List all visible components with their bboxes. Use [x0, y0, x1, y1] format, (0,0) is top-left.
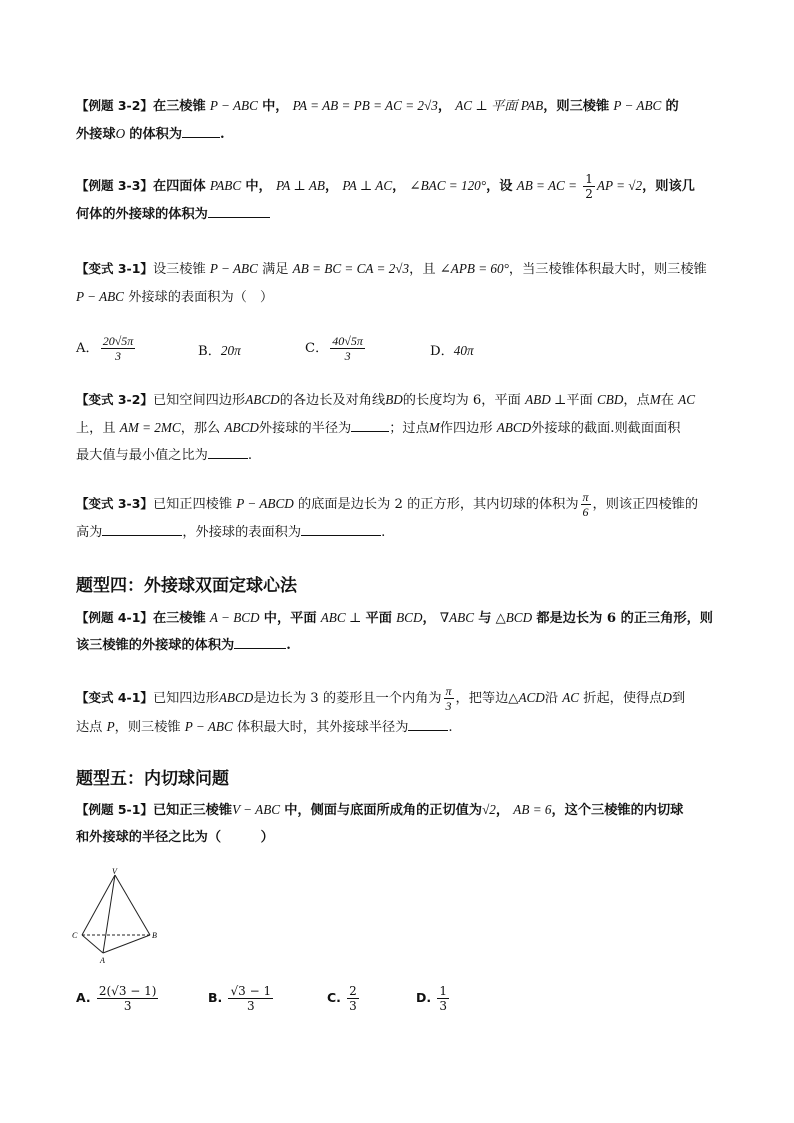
section-heading-5: 题型五：内切球问题 [76, 769, 229, 789]
math: P − ABC [209, 261, 258, 276]
option-c[interactable]: C． $\frac{40√5\pi}{3}$ [305, 334, 363, 363]
math: △ACD [508, 690, 545, 705]
text: 平面 [566, 393, 593, 408]
example-tag: 【例题 4-1】 [76, 610, 153, 625]
text: 已知空间四边形 [152, 393, 246, 408]
text: ，则该几 [642, 179, 695, 194]
math: AB = BC = CA = 2√3 [292, 261, 410, 276]
text: 已知正四棱锥 [152, 497, 233, 512]
text: 外接球的半径为 [258, 421, 352, 436]
text: 中，侧面与底面所成角的正切值为 [284, 803, 483, 818]
math: ABCD [224, 420, 259, 435]
example-tag: 【例题 3-3】 [76, 178, 153, 193]
text: 的 [665, 99, 679, 114]
text: ， [437, 99, 452, 114]
text: 沿 [544, 691, 559, 706]
text: ，则三棱锥 [114, 720, 181, 735]
answer-blank[interactable] [408, 716, 448, 731]
math: A − BCD [209, 610, 260, 625]
fraction: $\frac{√3 - 1}{3}$ [230, 984, 272, 1013]
fraction: $\frac{\pi}{3}$ [445, 684, 452, 713]
math: PABC [209, 178, 242, 193]
math: PA ⊥ AC [342, 178, 393, 193]
math: √2 [482, 802, 496, 817]
text: 折起，使得点 [583, 691, 663, 706]
text: 达点 [76, 720, 103, 735]
math: AC [562, 690, 580, 705]
text: 外接球的截面.则截面面积 [531, 421, 681, 436]
math: AP = √2 [596, 178, 643, 193]
math: O [115, 126, 126, 141]
text: 上，且 [76, 421, 116, 436]
text: ，则该正四棱锥的 [592, 497, 699, 512]
option-d[interactable]: D. $\frac{1}{3}$ [416, 984, 447, 1013]
text: 该三棱锥的外接球的体积为 [76, 638, 235, 653]
answer-blank[interactable] [351, 417, 389, 432]
section-heading-4: 题型四：外接球双面定球心法 [76, 576, 297, 596]
text: ，当三棱锥体积最大时，则三棱锥 [508, 262, 707, 277]
text: . [220, 127, 225, 142]
math: ABD ⊥ [525, 392, 567, 407]
math: P [106, 719, 115, 734]
text: 平面 [365, 611, 392, 626]
option-b[interactable]: B. $\frac{√3 - 1}{3}$ [208, 984, 272, 1013]
text: 作四边形 [439, 421, 493, 436]
text: ， [422, 611, 436, 626]
math: AB = AC = [516, 178, 578, 193]
text: 在三棱锥 [152, 611, 206, 626]
text: 设三棱锥 [152, 262, 206, 277]
math: ∠APB = 60° [439, 261, 509, 276]
example-3-3 [76, 172, 726, 228]
vertex-label-v: V [112, 867, 117, 876]
text: ；过点 [389, 421, 429, 436]
example-tag: 【例题 5-1】 [76, 802, 153, 817]
text: 体积最大时，其外接球半径为 [236, 720, 409, 735]
math: ABCD [245, 392, 280, 407]
math: M [428, 420, 440, 435]
answer-blank[interactable] [182, 123, 220, 138]
text: 与 [478, 611, 492, 626]
answer-blank[interactable] [208, 444, 248, 459]
text: 的各边长及对角线 [279, 393, 386, 408]
text: 高为 [76, 525, 103, 540]
math: AC ⊥ 平面 PAB [455, 98, 544, 113]
fraction: $\frac{1}{2}$ [585, 172, 593, 201]
text: 已知四边形 [152, 691, 219, 706]
answer-blank[interactable] [234, 634, 286, 649]
option-d[interactable]: D．40π [430, 343, 474, 359]
math: CBD [597, 392, 624, 407]
math: P − ABC [184, 719, 233, 734]
math: P − ABC [613, 98, 662, 113]
text: 中， [262, 99, 289, 114]
text: 何体的外接球的体积为 [76, 207, 208, 222]
fraction: $\frac{40√5\pi}{3}$ [332, 334, 363, 363]
math: BD [385, 392, 403, 407]
answer-blank[interactable] [301, 521, 381, 536]
fraction: $\frac{2}{3}$ [349, 984, 357, 1013]
text: 是边长为 3 的菱形且一个内角为 [253, 691, 442, 706]
math: AB = 6 [513, 802, 552, 817]
text: 中，平面 [263, 611, 317, 626]
variant-3-2 [76, 386, 726, 469]
text: . [286, 638, 291, 653]
text: 中， [245, 179, 272, 194]
variant-4-1 [76, 684, 726, 741]
answer-blank[interactable] [102, 521, 182, 536]
text: . [448, 720, 453, 735]
fraction: $\frac{20√5\pi}{3}$ [102, 334, 134, 363]
fraction: $\frac{2(√3 - 1)}{3}$ [98, 984, 157, 1013]
text: 满足 [262, 262, 289, 277]
example-3-2 [76, 92, 726, 148]
edge-vb [115, 875, 150, 935]
text: 在 [660, 393, 674, 408]
text: ，那么 [180, 421, 221, 436]
text: ， [324, 179, 339, 194]
text: 的底面是边长为 2 的正方形，其内切球的体积为 [297, 497, 579, 512]
text: 的体积为 [129, 127, 183, 142]
text: . [247, 448, 253, 463]
math: ABCD [218, 690, 254, 705]
option-a[interactable]: A. $\frac{2(√3 - 1)}{3}$ [76, 984, 157, 1013]
tetrahedron-figure [70, 865, 170, 965]
edge-ca [82, 935, 103, 953]
fraction: $\frac{\pi}{6}$ [582, 490, 589, 519]
text: . [381, 525, 386, 540]
math: △BCD [495, 610, 533, 625]
math: AC [678, 392, 695, 407]
text: 在四面体 [152, 179, 206, 194]
text: ， [392, 179, 406, 194]
math: ABCD [496, 420, 532, 435]
math: AM = 2MC [119, 420, 181, 435]
text: 最大值与最小值之比为 [76, 448, 208, 463]
variant-3-3 [76, 490, 726, 546]
fraction: $\frac{1}{3}$ [439, 984, 447, 1013]
math: D [662, 690, 672, 705]
variant-tag: 【变式 4-1】 [76, 690, 153, 705]
math: P − ABCD [236, 496, 294, 511]
vertex-label-b: B [152, 931, 157, 940]
variant-tag: 【变式 3-2】 [76, 392, 153, 407]
math: P − ABC [76, 289, 124, 304]
example-4-1 [76, 604, 726, 659]
math: PA = AB = PB = AC = 2√3 [292, 98, 438, 113]
math: P − ABC [209, 98, 258, 113]
math: BCD [396, 610, 423, 625]
option-c[interactable]: C. $\frac{2}{3}$ [327, 984, 357, 1013]
math: M [649, 392, 661, 407]
option-a[interactable]: A． $\frac{20√5\pi}{3}$ [76, 334, 134, 363]
math: V − ABC [232, 802, 281, 817]
variant-tag: 【变式 3-1】 [76, 261, 153, 276]
example-5-1 [76, 796, 726, 851]
math: ∠BAC = 120° [409, 178, 487, 193]
variant-3-1 [76, 255, 726, 311]
vertex-label-c: C [72, 931, 78, 940]
math: ABC ⊥ [320, 610, 362, 625]
text: 外接球的表面积为（ ） [128, 290, 274, 305]
text: 已知正三棱锥 [152, 803, 233, 818]
text: 的长度均为 6，平面 [402, 393, 521, 408]
vertex-label-a: A [100, 956, 105, 965]
variant-tag: 【变式 3-3】 [76, 496, 153, 511]
example-tag: 【例题 3-2】 [76, 98, 153, 113]
text: 在三棱锥 [152, 99, 206, 114]
option-b[interactable]: B．20π [198, 343, 241, 359]
answer-blank[interactable] [208, 203, 270, 218]
math: ∇ABC [439, 610, 475, 625]
text: ，这个三棱锥的内切球 [551, 803, 684, 818]
text: ，则三棱锥 [543, 99, 610, 114]
text: ，点 [623, 393, 650, 408]
text: 到 [671, 691, 686, 706]
math: PA ⊥ AB [275, 178, 325, 193]
text: 和外接球的半径之比为（ ） [76, 830, 274, 845]
text: ，外接球的表面积为 [182, 525, 302, 540]
text: ，把等边 [455, 691, 509, 706]
text: ，设 [486, 179, 513, 194]
text: ，且 [409, 262, 436, 277]
text: ， [495, 803, 510, 818]
edge-ab [103, 935, 150, 953]
text: 都是边长为 6 的正三角形，则 [536, 611, 713, 626]
text: 外接球 [76, 127, 116, 142]
